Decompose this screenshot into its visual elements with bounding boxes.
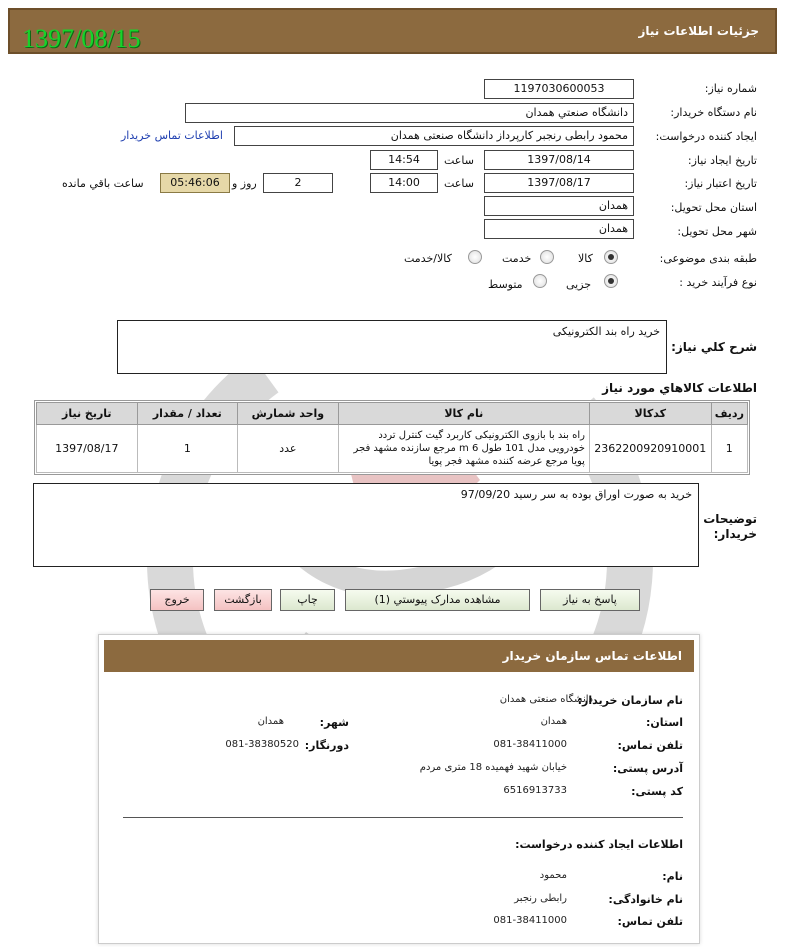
contact-org-label: نام سازمان خریدار:	[577, 694, 683, 707]
creator-section-title: اطلاعات ایجاد کننده درخواست:	[515, 838, 683, 851]
validity-time-label: ساعت	[444, 177, 474, 190]
requester-field[interactable]: محمود رابطی رنجبر کارپرداز دانشگاه صنعتی همدان	[234, 126, 634, 146]
category-label: طبقه بندی موضوعی:	[659, 252, 757, 265]
contact-phone-value: 081-38411000	[493, 739, 567, 750]
need-number-field[interactable]: 1197030600053	[484, 79, 634, 99]
goods-section-title: اطلاعات کالاهاي مورد نیاز	[602, 381, 757, 395]
process-label: نوع فرآیند خرید :	[679, 276, 757, 289]
created-time-field[interactable]: 14:54	[370, 150, 438, 170]
date-badge: 1397/08/15	[22, 24, 141, 53]
contact-org-value: دانشگاه صنعتی همدان	[499, 694, 593, 705]
col-code: کدکالا	[589, 403, 711, 425]
creator-first-name-value: محمود	[539, 870, 567, 881]
contact-province-value: همدان	[540, 716, 567, 727]
process-medium-radio[interactable]	[533, 274, 547, 288]
page-header	[8, 8, 777, 54]
contact-address-label: آدرس پستی:	[612, 762, 683, 775]
cell-qty: 1	[137, 425, 238, 473]
validity-date-label: تاریخ اعتبار نیاز:	[684, 177, 757, 190]
summary-textarea[interactable]: خرید راه بند الکترونیکی	[117, 320, 667, 374]
contact-divider	[123, 817, 683, 818]
col-date: تاریخ نیاز	[37, 403, 138, 425]
buyer-contact-link[interactable]: اطلاعات تماس خریدار	[121, 129, 223, 142]
buyer-contact-card	[98, 634, 700, 944]
contact-fax-label: دورنگار:	[304, 739, 349, 752]
contact-postal-label: کد پستی:	[631, 785, 683, 798]
contact-phone-label: تلفن تماس:	[617, 739, 683, 752]
city-field[interactable]: همدان	[484, 219, 634, 239]
summary-label: شرح کلي نیاز:	[671, 340, 757, 354]
back-button[interactable]: بازگشت	[214, 589, 272, 611]
col-row: ردیف	[711, 403, 747, 425]
col-name: نام کالا	[338, 403, 589, 425]
contact-address-value: خیابان شهید فهمیده 18 متری مردم	[419, 762, 567, 773]
cell-code: 2362200920910001	[589, 425, 711, 473]
process-minor-label: جزیی	[566, 278, 592, 291]
province-field[interactable]: همدان	[484, 196, 634, 216]
creator-last-name-value: رابطی رنجبر	[514, 893, 567, 904]
buyer-org-label: نام دستگاه خریدار:	[670, 106, 757, 119]
respond-button[interactable]: پاسخ به نیاز	[540, 589, 640, 611]
col-unit: واحد شمارش	[238, 403, 339, 425]
validity-time-field[interactable]: 14:00	[370, 173, 438, 193]
contact-province-label: استان:	[646, 716, 683, 729]
created-date-label: تاریخ ایجاد نیاز:	[687, 154, 757, 167]
cell-unit: عدد	[238, 425, 339, 473]
days-field[interactable]: 2	[263, 173, 333, 193]
col-qty: تعداد / مقدار	[137, 403, 238, 425]
creator-first-name-label: نام:	[662, 870, 683, 883]
province-label: استان محل تحویل:	[670, 201, 757, 214]
goods-table-header	[37, 403, 748, 425]
category-service-radio[interactable]	[540, 250, 554, 264]
buyer-notes-label: توضیحات خریدار:	[703, 512, 757, 541]
buyer-org-field[interactable]: دانشگاه صنعتي همدان	[185, 103, 634, 123]
created-date-field[interactable]: 1397/08/14	[484, 150, 634, 170]
city-label: شهر محل تحویل:	[677, 225, 757, 238]
validity-date-field[interactable]: 1397/08/17	[484, 173, 634, 193]
page-title: جزئیات اطلاعات نیاز	[638, 24, 759, 38]
creator-last-name-label: نام خانوادگی:	[608, 893, 683, 906]
category-goods-label: کالا	[578, 252, 593, 265]
creator-phone-label: تلفن تماس:	[617, 915, 683, 928]
category-both-label: کالا/خدمت	[404, 252, 452, 265]
process-medium-label: متوسط	[488, 278, 523, 291]
cell-row: 1	[711, 425, 747, 473]
print-button[interactable]: چاپ	[280, 589, 335, 611]
contact-city-label: شهر:	[319, 716, 349, 729]
days-label: روز و	[232, 177, 257, 190]
need-number-label: شماره نیاز:	[704, 82, 757, 95]
remaining-label: ساعت باقي مانده	[62, 177, 144, 190]
table-row	[37, 425, 748, 473]
cell-date: 1397/08/17	[37, 425, 138, 473]
category-both-radio[interactable]	[468, 250, 482, 264]
goods-table	[36, 402, 748, 473]
contact-postal-value: 6516913733	[503, 785, 567, 796]
contact-card-header: اطلاعات تماس سازمان خریدار	[104, 640, 694, 672]
exit-button[interactable]: خروج	[150, 589, 204, 611]
contact-city-value: همدان	[257, 716, 284, 727]
goods-table-wrap	[34, 400, 750, 475]
category-goods-radio[interactable]	[604, 250, 618, 264]
buyer-notes-textarea[interactable]: خرید به صورت اوراق بوده به سر رسید 97/09/20	[33, 483, 699, 567]
category-service-label: خدمت	[502, 252, 532, 265]
remaining-time: 05:46:06	[160, 173, 230, 193]
cell-name: راه بند با بازوی الکترونیکی کاربرد گیت کنترل تردد خودرویی مدل 101 طول 6 m مرجع سازنده مشهد فجر پویا مرجع عرضه کننده مشهد فجر پویا	[338, 425, 589, 473]
requester-label: ایجاد کننده درخواست:	[655, 130, 757, 143]
creator-phone-value: 081-38411000	[493, 915, 567, 926]
attachments-button[interactable]: مشاهده مدارک پیوستي (1)	[345, 589, 530, 611]
contact-fax-value: 081-38380520	[225, 739, 299, 750]
created-time-label: ساعت	[444, 154, 474, 167]
process-minor-radio[interactable]	[604, 274, 618, 288]
